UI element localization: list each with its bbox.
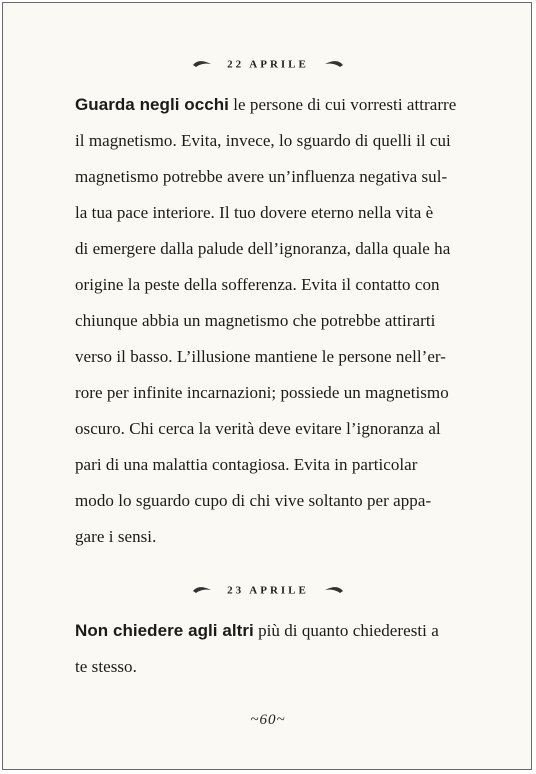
entry-23-aprile <box>75 613 515 685</box>
date-label: 22 APRILE <box>227 58 309 71</box>
text-line: verso il basso. L’illusione mantiene le persone nell’er- <box>75 347 447 366</box>
text-line: chiunque abbia un magnetismo che potrebbe attirarti <box>75 311 436 330</box>
text-line: origine la peste della sofferenza. Evita il contatto con <box>75 275 440 294</box>
entry-22-aprile <box>75 87 515 555</box>
text-line: rore per infinite incarnazioni; possiede un magnetismo <box>75 383 449 402</box>
text-line: te stesso. <box>75 657 137 676</box>
text-line: il magnetismo. Evita, invece, lo sguardo di quelli il cui <box>75 131 451 150</box>
text-line: Non chiedere agli altri più di quanto chiederesti a <box>75 621 439 640</box>
page-number: ~60~ <box>250 712 286 728</box>
date-heading-23-aprile <box>0 584 536 596</box>
ornament-right-icon <box>323 585 345 595</box>
date-heading-22-aprile <box>0 58 536 70</box>
text-line: oscuro. Chi cerca la verità deve evitare l’ignoranza al <box>75 419 441 438</box>
text-line: magnetismo potrebbe avere un’influenza negativa sul- <box>75 167 448 186</box>
text-line: pari di una malattia contagiosa. Evita in particolar <box>75 455 418 474</box>
text-line: di emergere dalla palude dell’ignoranza, dalla quale ha <box>75 239 451 258</box>
entry-lead: Guarda negli occhi <box>75 95 229 114</box>
text-line: gare i sensi. <box>75 527 157 546</box>
date-label: 23 APRILE <box>227 584 309 597</box>
ornament-right-icon <box>323 59 345 69</box>
text-line: Guarda negli occhi le persone di cui vorresti attrarre <box>75 95 457 114</box>
ornament-left-icon <box>191 585 213 595</box>
text-line: modo lo sguardo cupo di chi vive soltanto per appa- <box>75 491 432 510</box>
ornament-left-icon <box>191 59 213 69</box>
entry-lead: Non chiedere agli altri <box>75 621 254 640</box>
text-line: la tua pace interiore. Il tuo dovere eterno nella vita è <box>75 203 434 222</box>
